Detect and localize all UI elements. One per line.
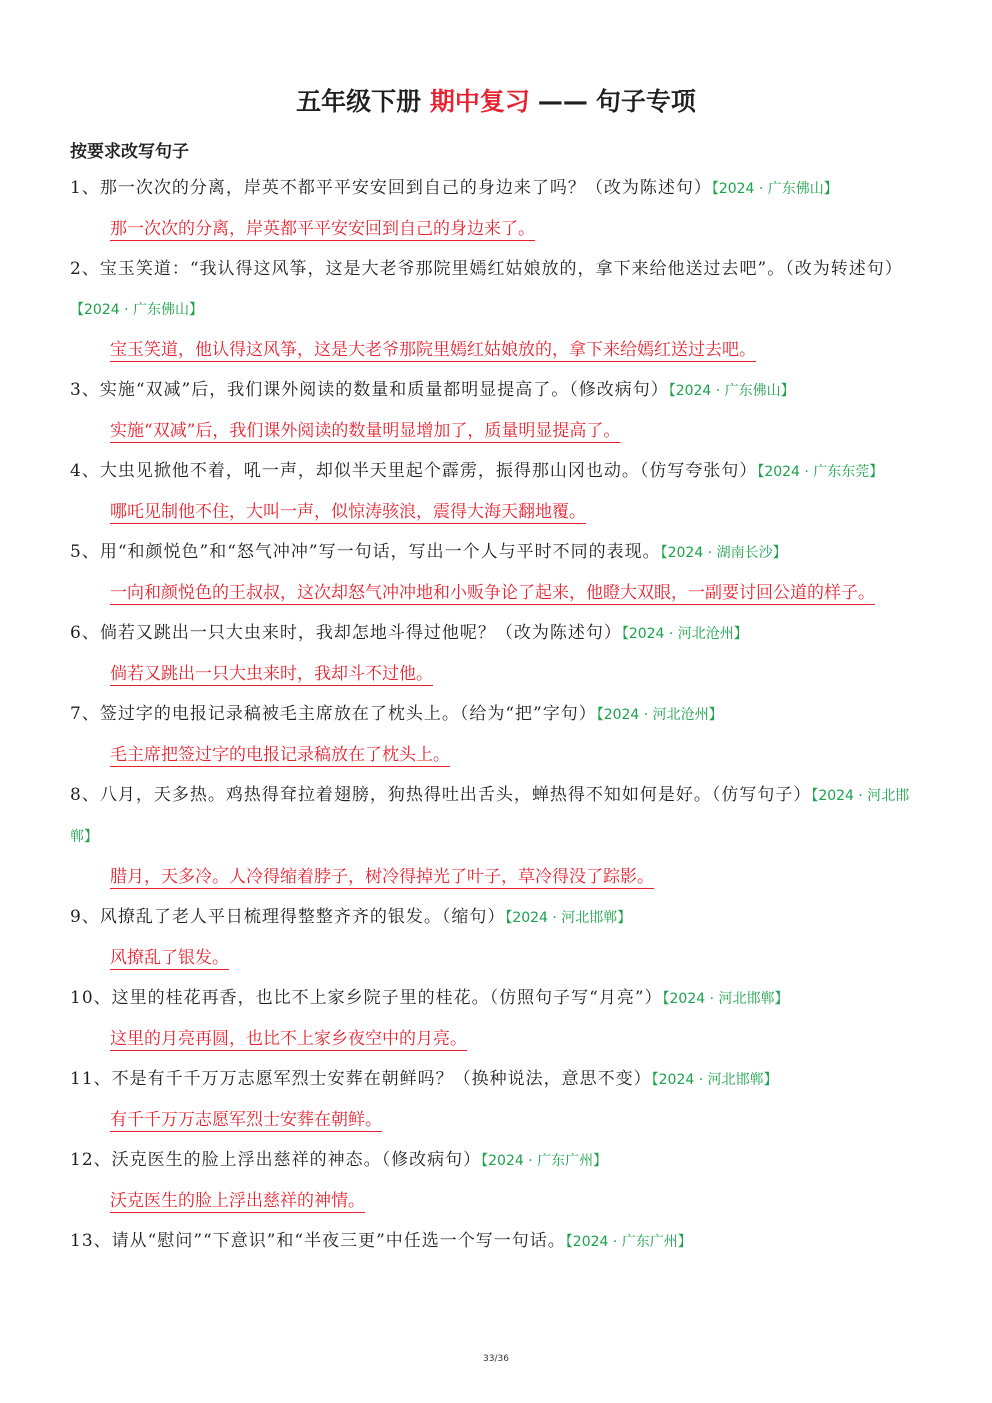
answer-4: 哪吒见制他不住，大叫一声，似惊涛骇浪，震得大海天翻地覆。 — [110, 502, 586, 522]
answer-10: 这里的月亮再圆，也比不上家乡夜空中的月亮。 — [110, 1029, 467, 1049]
question-7: 7、签过字的电报记录稿被毛主席放在了枕头上。（给为“把”字句）【2024 · 河北沧州】 — [70, 704, 723, 724]
source-tag: 【2024 · 广东佛山】 — [711, 181, 838, 197]
answer-5: 一向和颜悦色的王叔叔，这次却怒气冲冲地和小贩争论了起来，他瞪大双眼，一副要讨回公道的样子。 — [110, 583, 875, 603]
source-tag: 【2024 · 广东佛山】 — [668, 383, 795, 399]
question-13: 13、请从“慰问”“下意识”和“半夜三更”中任选一个写一句话。【2024 · 广东广州】 — [70, 1231, 692, 1251]
source-tag: 【2024 · 河北邯郸】 — [662, 991, 789, 1007]
source-tag: 【2024 · 河北邯郸】 — [70, 788, 910, 845]
question-2: 2、宝玉笑道：“我认得这风筝，这是大老爷那院里嫣红姑娘放的，拿下来给他送过去吧”。（改为转述句）【2024 · 广东佛山】 — [70, 259, 903, 318]
question-1: 1、那一次次的分离，岸英不都平平安安回到自己的身边来了吗？（改为陈述句）【2024 · 广东佛山】 — [70, 178, 838, 198]
source-tag: 【2024 · 广东东莞】 — [757, 464, 884, 480]
question-6: 6、倘若又跳出一只大虫来时，我却怎地斗得过他呢？（改为陈述句）【2024 · 河北沧州】 — [70, 623, 748, 643]
question-4: 4、大虫见掀他不着，吼一声，却似半天里起个霹雳，振得那山冈也动。（仿写夸张句）【2024 · 广东东莞】 — [70, 461, 884, 481]
question-8: 8、八月，天多热。鸡热得耷拉着翅膀，狗热得吐出舌头，蝉热得不知如何是好。（仿写句子）【2024 · 河北邯郸】 — [70, 785, 910, 845]
answer-9: 风撩乱了银发。 — [110, 948, 229, 968]
answer-7: 毛主席把签过字的电报记录稿放在了枕头上。 — [110, 745, 450, 765]
source-tag: 【2024 · 河北邯郸】 — [651, 1072, 778, 1088]
page-title — [0, 82, 992, 118]
question-10: 10、这里的桂花再香，也比不上家乡院子里的桂花。（仿照句子写“月亮”）【2024 · 河北邯郸】 — [70, 988, 789, 1008]
source-tag: 【2024 · 河北沧州】 — [621, 626, 748, 642]
source-tag: 【2024 · 广东广州】 — [481, 1153, 608, 1169]
page-number: 33/36 — [483, 1354, 509, 1364]
answer-12: 沃克医生的脸上浮出慈祥的神情。 — [110, 1191, 365, 1211]
answer-8: 腊月，天多冷。人冷得缩着脖子，树冷得掉光了叶子，草冷得没了踪影。 — [110, 867, 654, 887]
answer-2: 宝玉笑道，他认得这风筝，这是大老爷那院里嫣红姑娘放的，拿下来给嫣红送过去吧。 — [110, 340, 756, 360]
source-tag: 【2024 · 河北沧州】 — [596, 707, 723, 723]
source-tag: 【2024 · 广东广州】 — [565, 1234, 692, 1250]
source-tag: 【2024 · 广东佛山】 — [70, 302, 203, 318]
question-list — [70, 168, 922, 1262]
answer-6: 倘若又跳出一只大虫来时，我却斗不过他。 — [110, 664, 433, 684]
question-3: 3、实施“双减”后，我们课外阅读的数量和质量都明显提高了。（修改病句）【2024 · 广东佛山】 — [70, 380, 795, 400]
question-5: 5、用“和颜悦色”和“怒气冲冲”写一句话，写出一个人与平时不同的表现。【2024 · 湖南长沙】 — [70, 542, 787, 562]
answer-1: 那一次次的分离，岸英都平平安安回到自己的身边来了。 — [110, 219, 535, 239]
source-tag: 【2024 · 河北邯郸】 — [505, 910, 632, 926]
title-topic: 句子专项 — [595, 87, 696, 116]
title-grade: 五年级下册 — [296, 87, 422, 116]
source-tag: 【2024 · 湖南长沙】 — [660, 545, 787, 561]
answer-11: 有千千万万志愿军烈士安葬在朝鲜。 — [110, 1110, 382, 1130]
title-highlight: 期中复习 — [429, 87, 530, 116]
question-11: 11、不是有千千万万志愿军烈士安葬在朝鲜吗？（换种说法，意思不变）【2024 · 河北邯郸】 — [70, 1069, 778, 1089]
section-title: 按要求改写句子 — [70, 142, 189, 162]
title-dash: —— — [537, 87, 588, 116]
question-9: 9、风撩乱了老人平日梳理得整整齐齐的银发。（缩句）【2024 · 河北邯郸】 — [70, 907, 632, 927]
answer-3: 实施“双减”后，我们课外阅读的数量明显增加了，质量明显提高了。 — [110, 421, 621, 441]
question-12: 12、沃克医生的脸上浮出慈祥的神态。（修改病句）【2024 · 广东广州】 — [70, 1150, 608, 1170]
